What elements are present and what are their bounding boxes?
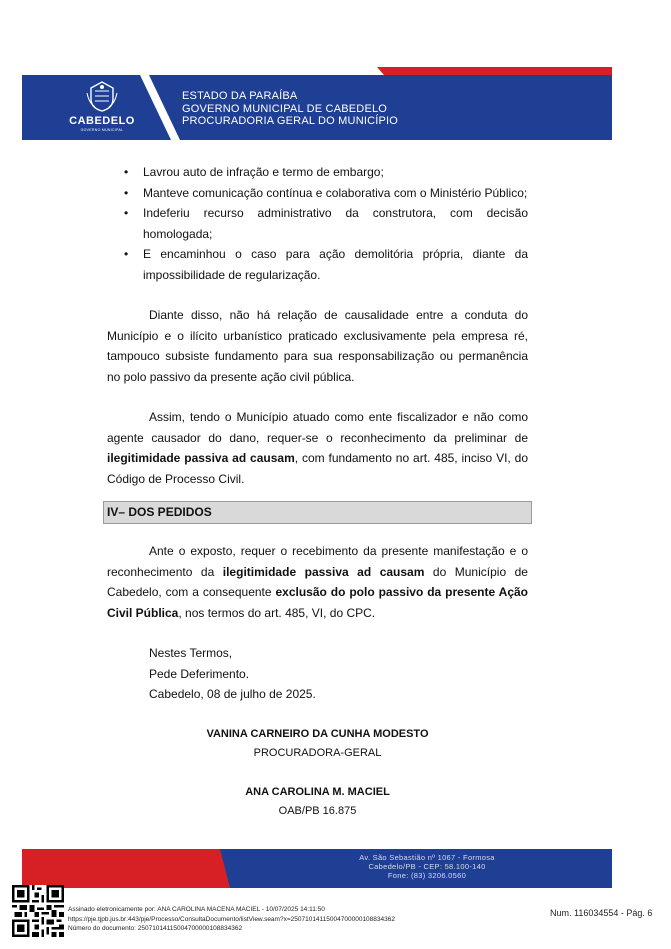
signature-block-1	[107, 725, 528, 763]
coat-of-arms-icon	[85, 79, 119, 113]
list-item: • Indeferiu recurso administrativo da construtora, com decisão homologada;	[107, 203, 528, 244]
header-line-government: GOVERNO MUNICIPAL DE CABEDELO	[182, 102, 388, 115]
paragraph-requests: Ante o exposto, requer o recebimento da presente manifestação e o reconhecimento da ilegitimidade passiva ad causam do Município de Cabedelo, com a consequente exclusão do polo passivo da presente Ação Civil Pública, nos termos do art. 485, VI, do CPC.	[107, 544, 528, 620]
signature-block-2	[107, 783, 528, 821]
document-number: Número do documento: 25071014115004700000108834362	[68, 925, 243, 932]
header-line-procuradoria: PROCURADORIA GERAL DO MUNICÍPIO	[182, 115, 399, 127]
closing-line: Pede Deferimento.	[149, 666, 250, 681]
closing-block	[107, 643, 528, 705]
header-line-state: ESTADO DA PARAÍBA	[182, 90, 298, 102]
logo-subtitle: GOVERNO MUNICIPAL	[80, 128, 124, 132]
bold-term: ilegitimidade passiva ad causam	[222, 564, 425, 579]
bold-term: exclusão do polo passivo da presente Ação Civil Pública	[107, 585, 528, 620]
header-text	[182, 90, 398, 128]
list-item: • E encaminhou o caso para ação demolitória própria, diante da impossibilidade de regularização.	[107, 244, 528, 285]
closing-date: Cabedelo, 08 de julho de 2025.	[149, 687, 316, 701]
logo-name: CABEDELO	[69, 115, 135, 127]
paragraph-causality: Diante disso, não há relação de causalidade entre a conduta do Município e o ilícito urbanístico praticado exclusivamente pela empresa ré, tampouco subsiste fundamento para sua responsabilização ou permanência no polo passivo da presente ação civil pública.	[107, 308, 528, 384]
list-item: • Manteve comunicação contínua e colaborativa com o Ministério Público;	[107, 183, 528, 204]
qr-code-icon	[12, 885, 64, 937]
signed-by-text: Assinado eletronicamente por: ANA CAROLINA MACENA MACIEL - 10/07/2025 14:11:50	[68, 906, 325, 913]
list-item: • Lavrou auto de infração e termo de embargo;	[107, 162, 528, 183]
footer-line: Av. São Sebastião nº 1067 - Formosa	[359, 853, 495, 862]
bullet-list	[107, 162, 528, 285]
signatory-name: ANA CAROLINA M. MACIEL	[245, 785, 390, 798]
signatory-role: PROCURADORA-GERAL	[253, 746, 382, 759]
page-header	[22, 67, 612, 140]
document-url[interactable]: https://pje.tjpb.jus.br:443/pje/Processo/ConsultaDocumento/listView.seam?x=25071014115004700000108834362	[68, 915, 395, 923]
cabedelo-logo	[46, 79, 158, 137]
signatory-role: OAB/PB 16.875	[278, 804, 357, 817]
section-heading: IV– DOS PEDIDOS	[103, 501, 532, 524]
footer-address	[322, 853, 532, 880]
page-footer	[22, 849, 612, 888]
bold-term: ilegitimidade passiva ad causam	[107, 451, 295, 465]
signature-metadata	[68, 905, 395, 934]
page-identifier: Num. 116034554 - Pág. 6	[550, 908, 653, 918]
footer-red-band	[22, 849, 237, 888]
footer-line: Cabedelo/PB - CEP: 58.100-140	[368, 862, 486, 871]
signatory-name: VANINA CARNEIRO DA CUNHA MODESTO	[206, 727, 429, 740]
footer-line: Fone: (83) 3206.0560	[387, 871, 467, 880]
closing-line: Nestes Termos,	[149, 646, 233, 660]
paragraph-preliminary: Assim, tendo o Município atuado como ente fiscalizador e não como agente causador do dano, requer-se o reconhecimento da preliminar de ilegitimidade passiva ad causam, com fundamento no art. 485, inciso VI, do Código de Processo Civil.	[107, 410, 528, 486]
document-body	[107, 162, 528, 821]
